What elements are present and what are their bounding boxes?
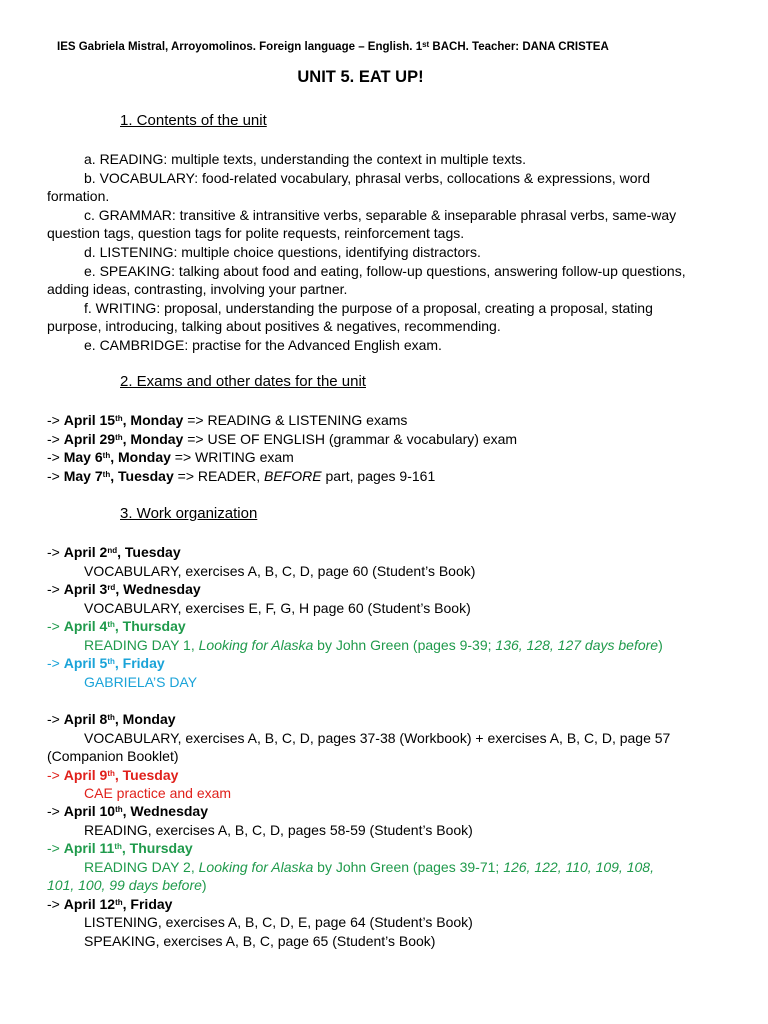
- work-day-april-4: -> April 4th, Thursday: [47, 618, 186, 634]
- contents-writing-cont: purpose, introducing, talking about positives & negatives, recommending.: [47, 318, 501, 334]
- section-heading-exams: 2. Exams and other dates for the unit: [120, 373, 366, 390]
- document-header: IES Gabriela Mistral, Arroyomolinos. Foreign language – English. 1st BACH. Teacher: DANA CRISTEA: [57, 40, 609, 53]
- work-task: SPEAKING, exercises A, B, C, page 65 (Student’s Book): [84, 933, 436, 949]
- work-day-april-2: -> April 2nd, Tuesday: [47, 544, 181, 560]
- contents-cambridge: e. CAMBRIDGE: practise for the Advanced English exam.: [84, 337, 442, 353]
- work-day-april-5: -> April 5th, Friday: [47, 655, 165, 671]
- exam-date-row: -> April 15th, Monday => READING & LISTENING exams: [47, 412, 408, 428]
- work-task-reading-day-2: READING DAY 2, Looking for Alaska by John Green (pages 39-71; 126, 122, 110, 109, 108,: [84, 859, 654, 875]
- contents-speaking: e. SPEAKING: talking about food and eating, follow-up questions, answering follow-up questions,: [84, 263, 686, 279]
- work-day-april-10: -> April 10th, Wednesday: [47, 803, 208, 819]
- work-task: CAE practice and exam: [84, 785, 232, 801]
- work-task: VOCABULARY, exercises E, F, G, H page 60 (Student’s Book): [84, 600, 471, 616]
- work-day-april-9: -> April 9th, Tuesday: [47, 767, 179, 783]
- contents-reading: a. READING: multiple texts, understanding the context in multiple texts.: [84, 151, 526, 167]
- unit-title: UNIT 5. EAT UP!: [297, 68, 424, 86]
- work-task-cont: (Companion Booklet): [47, 748, 179, 764]
- exam-date-row: -> May 7th, Tuesday => READER, BEFORE part, pages 9-161: [47, 468, 436, 484]
- work-task-reading-day-2-cont: 101, 100, 99 days before): [47, 877, 207, 893]
- work-day-april-11: -> April 11th, Thursday: [47, 840, 193, 856]
- contents-vocabulary: b. VOCABULARY: food-related vocabulary, phrasal verbs, collocations & expressions, word: [84, 170, 650, 186]
- exam-date-row: -> April 29th, Monday => USE OF ENGLISH (grammar & vocabulary) exam: [47, 431, 518, 447]
- contents-grammar-cont: question tags, question tags for polite requests, reinforcement tags.: [47, 225, 465, 241]
- work-task: READING, exercises A, B, C, D, pages 58-59 (Student’s Book): [84, 822, 473, 838]
- contents-vocabulary-cont: formation.: [47, 188, 110, 204]
- work-task: VOCABULARY, exercises A, B, C, D, page 60 (Student’s Book): [84, 563, 476, 579]
- contents-speaking-cont: adding ideas, contrasting, involving your partner.: [47, 281, 348, 297]
- section-heading-contents: 1. Contents of the unit: [120, 112, 267, 129]
- exam-date-row: -> May 6th, Monday => WRITING exam: [47, 449, 294, 465]
- work-task: LISTENING, exercises A, B, C, D, E, page 64 (Student’s Book): [84, 914, 473, 930]
- contents-grammar: c. GRAMMAR: transitive & intransitive verbs, separable & inseparable phrasal verbs, same-way: [84, 207, 677, 223]
- work-day-april-8: -> April 8th, Monday: [47, 711, 176, 727]
- contents-listening: d. LISTENING: multiple choice questions, identifying distractors.: [84, 244, 481, 260]
- work-day-april-3: -> April 3rd, Wednesday: [47, 581, 201, 597]
- work-task-reading-day-1: READING DAY 1, Looking for Alaska by John Green (pages 9-39; 136, 128, 127 days before): [84, 637, 663, 653]
- contents-writing: f. WRITING: proposal, understanding the purpose of a proposal, creating a proposal, stating: [84, 300, 653, 316]
- work-task: VOCABULARY, exercises A, B, C, D, pages 37-38 (Workbook) + exercises A, B, C, D, page 57: [84, 730, 671, 746]
- work-task: GABRIELA’S DAY: [84, 674, 198, 690]
- work-day-april-12: -> April 12th, Friday: [47, 896, 173, 912]
- section-heading-work: 3. Work organization: [120, 505, 258, 522]
